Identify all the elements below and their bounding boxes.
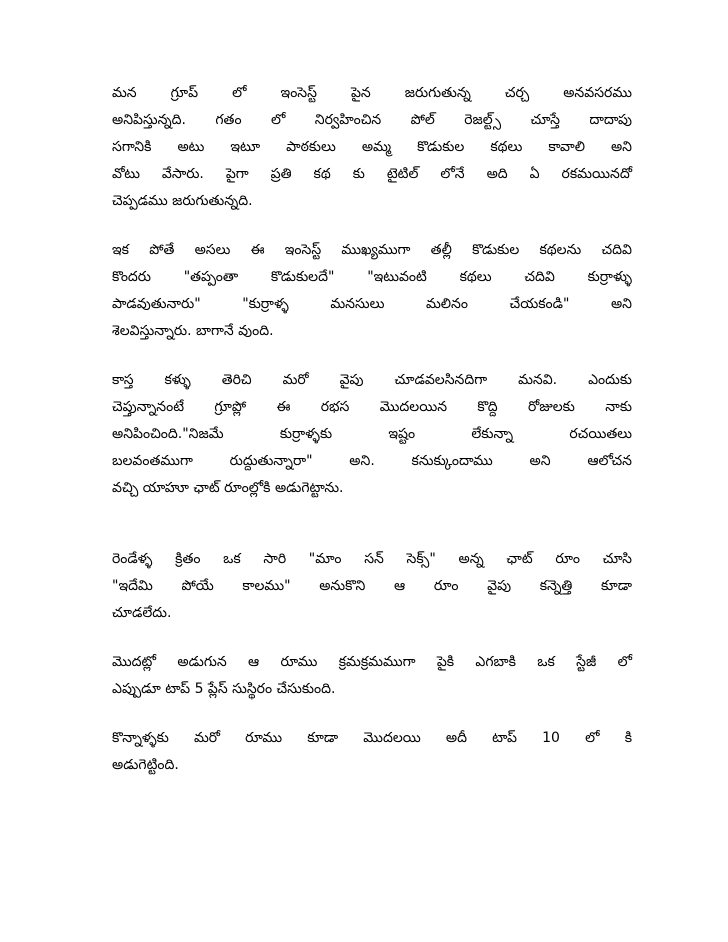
text-line: వోటు వేసారు. పైగా ప్రతి కథ కు టైటిల్ లోనే అది ఏ రకమయినదో bbox=[112, 166, 632, 182]
text-line: కొందరు "తప్పంతా కొడుకులదే" "ఇటువంటి కథలు చదివి కుర్రాళ్ళు bbox=[112, 269, 632, 285]
text-line: కొన్నాళ్ళకు మరో రూము కూడా మొదలయి అదీ టాప్ 10 లో కి bbox=[112, 730, 632, 746]
text-line: చెప్పడము జరుగుతున్నది. bbox=[112, 193, 253, 209]
text-line: చెప్తున్నానంటే గ్రూప్లో ఈ రభస మొదలయిన కొద్ది రోజులకు నాకు bbox=[112, 399, 632, 415]
text-line: ఎప్పుడూ టాప్ 5 ప్లేస్ సుస్థిరం చేసుకుంది. bbox=[112, 681, 336, 697]
text-line: పాడవుతునారు" "కుర్రాళ్ళ మనసులు మలినం చేయకండి" అని bbox=[112, 296, 632, 312]
text-line: శెలవిస్తున్నారు. బాగానే వుంది. bbox=[112, 323, 274, 339]
text-line: చూడలేదు. bbox=[112, 605, 172, 621]
document-page bbox=[112, 80, 632, 779]
paragraph-spacer bbox=[112, 627, 632, 649]
text-line: బలవంతముగా రుద్దుతున్నారా" అని. కనుక్కుందాము అని ఆలోచన bbox=[112, 453, 632, 469]
paragraph-spacer bbox=[112, 703, 632, 725]
text-line: సగానికి అటు ఇటూ పాఠకులు అమ్మ కొడుకుల కథలు కావాలి అని bbox=[112, 139, 632, 155]
text-line: మొదట్లో అడుగున ఆ రూము క్రమక్రమముగా పైకి ఎగబాకి ఒక స్టేజీ లో bbox=[112, 654, 632, 670]
text-line: ఇక పోతే అసలు ఈ ఇంసెస్ట్ ముఖ్యముగా తల్లీ కొడుకుల కథలను చదివి bbox=[112, 242, 632, 258]
text-line: "ఇదేమి పోయే కాలము" అనుకొని ఆ రూం వైపు కన్నెత్తి కూడా bbox=[112, 578, 632, 594]
paragraph-1 bbox=[112, 80, 632, 215]
paragraph-3 bbox=[112, 367, 632, 502]
paragraph-5 bbox=[112, 649, 632, 703]
paragraph-6 bbox=[112, 725, 632, 779]
paragraph-spacer bbox=[112, 345, 632, 367]
paragraph-spacer bbox=[112, 502, 632, 546]
text-line: అనిపించింది."నిజమే కుర్రాళ్ళకు ఇష్టం లేకున్నా రచయితలు bbox=[112, 426, 632, 442]
text-line: రెండేళ్ళ క్రితం ఒక సారి "మాం సన్ సెక్స్" అన్న ఛాట్ రూం చూసి bbox=[112, 551, 632, 567]
text-line: అడుగెట్టింది. bbox=[112, 757, 179, 773]
paragraph-2 bbox=[112, 237, 632, 345]
paragraph-4 bbox=[112, 546, 632, 627]
text-line: మన గ్రూప్ లో ఇంసెస్ట్ పైన జరుగుతున్న చర్చ అనవసరము bbox=[112, 85, 632, 101]
text-line: అనిపిస్తున్నది. గతం లో నిర్వహించిన పోల్ రెజల్ట్స్ చూస్తే దాదాపు bbox=[112, 112, 632, 128]
text-line: వచ్చి యాహూ ఛాట్ రూంల్లోకి అడుగెట్టాను. bbox=[112, 480, 344, 496]
text-line: కాస్త కళ్ళు తెరిచి మరో వైపు చూడవలసినదిగా మనవి. ఎందుకు bbox=[112, 372, 632, 388]
paragraph-spacer bbox=[112, 215, 632, 237]
